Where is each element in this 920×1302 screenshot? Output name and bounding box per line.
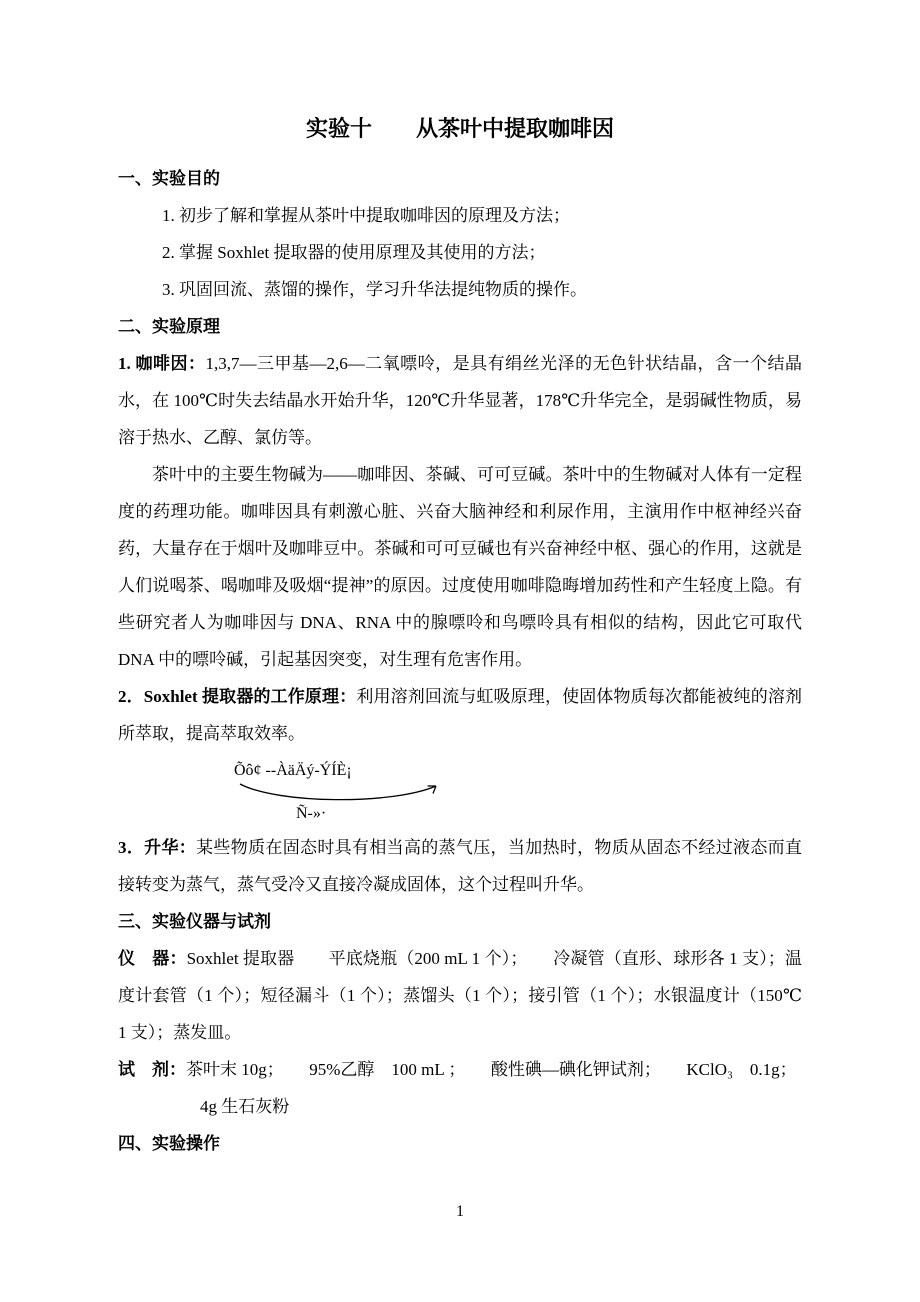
instruments-lead: 仪 器： (118, 949, 187, 968)
document-title: 实验十 从茶叶中提取咖啡因 (305, 116, 614, 141)
soxhlet-principle-text: 利用溶剂回流与虹吸原理，使固体物质每次都能被纯的溶剂所萃取，提高萃取效率。 (118, 687, 802, 743)
section-4-heading: 四、实验操作 (118, 1134, 220, 1153)
section-1-heading: 一、实验目的 (118, 169, 220, 188)
section-2-heading: 二、实验原理 (118, 317, 220, 336)
purpose-item-1: 1. 初步了解和掌握从茶叶中提取咖啡因的原理及方法； (162, 206, 570, 225)
sublimation-paragraph (118, 829, 802, 903)
reagents-lead: 试 剂： (118, 1060, 186, 1079)
solvent-cycle-diagram-label: Ñ-»· (296, 805, 327, 822)
soxhlet-principle-paragraph (118, 678, 802, 752)
caffeine-definition-lead: 1. 咖啡因： (118, 354, 206, 373)
soxhlet-principle-lead: 2．Soxhlet 提取器的工作原理： (118, 687, 357, 706)
solvent-cycle-diagram (234, 758, 454, 825)
cycle-arrow-icon (234, 781, 446, 803)
document-content (118, 114, 802, 1162)
lime-powder-line: 4g 生石灰粉 (200, 1097, 290, 1116)
caffeine-definition-text: 1,3,7—三甲基—2,6—二氧嘌呤，是具有绢丝光泽的无色针状结晶，含一个结晶水，在 100℃时失去结晶水开始升华，120℃升华显著，178℃升华完全，是弱碱性物质，易溶于热水、乙醇、氯仿等。 (118, 354, 803, 447)
section-3-heading: 三、实验仪器与试剂 (118, 912, 271, 931)
page-number: 1 (456, 1203, 464, 1220)
instruments-text: Soxhlet 提取器 平底烧瓶（200 mL 1 个）； 冷凝管（直形、球形各 1 支）；温度计套管（1 个）；短径漏斗（1 个）；蒸馏头（1 个）；接引管（1 个）；水银温度计（150℃ 1 支）；蒸发皿。 (118, 949, 803, 1042)
reagents-text: 茶叶末 10g； 95%乙醇 100 mL ； 酸性碘—碘化钾试剂； KClO₃ 0.1g； (186, 1060, 797, 1079)
reagents-paragraph (118, 1051, 802, 1088)
solvent-cycle-diagram-text: Õô¢ --ÀäÄý-ÝÍÈ¡ (234, 762, 352, 779)
sublimation-text: 某些物质在固态时具有相当高的蒸气压，当加热时，物质从固态不经过液态而直接转变为蒸气，蒸气受冷又直接冷凝成固体，这个过程叫升华。 (118, 838, 803, 894)
sublimation-lead: 3．升华： (118, 838, 197, 857)
purpose-item-3: 3. 巩固回流、蒸馏的操作，学习升华法提纯物质的操作。 (162, 280, 587, 299)
purpose-item-2: 2. 掌握 Soxhlet 提取器的使用原理及其使用的方法； (162, 243, 546, 262)
instruments-paragraph (118, 940, 802, 1051)
caffeine-definition-paragraph (118, 345, 802, 456)
alkaloid-paragraph: 茶叶中的主要生物碱为——咖啡因、茶碱、可可豆碱。茶叶中的生物碱对人体有一定程度的药理功能。咖啡因具有刺激心脏、兴奋大脑神经和利尿作用，主演用作中枢神经兴奋药，大量存在于烟叶及咖啡豆中。茶碱和可可豆碱也有兴奋神经中枢、强心的作用，这就是人们说喝茶、喝咖啡及吸烟“提神”的原因。过度使用咖啡隐晦增加药性和产生轻度上隐。有些研究者人为咖啡因与 DNA、RNA 中的腺嘌呤和鸟嘌呤具有相似的结构，因此它可取代 DNA 中的嘌呤碱，引起基因突变，对生理有危害作用。 (118, 465, 802, 669)
